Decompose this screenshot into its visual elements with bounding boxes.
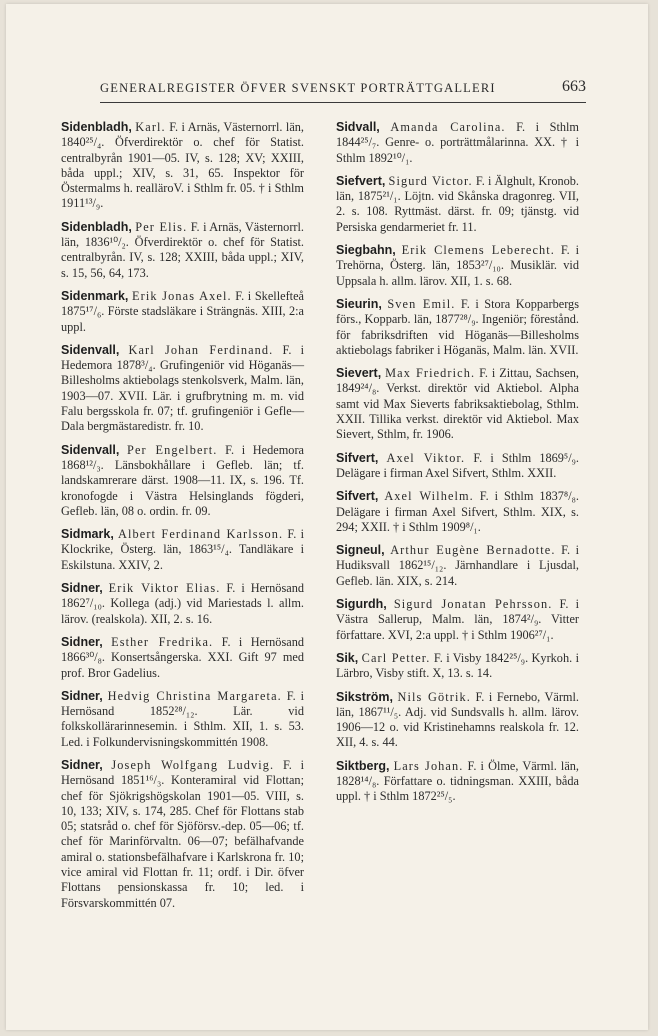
entry-surname: Sidvall, bbox=[336, 120, 380, 134]
entry-given-names: Karl Johan Ferdinand. bbox=[128, 342, 274, 357]
register-entry bbox=[61, 758, 304, 911]
entry-text: F. i Älghult, Kronob. län, 1875²¹/₁. Löjtn. vid Skånska dragonreg. VII, 2. s. 108. Ryttmäst. därst. fr. 09; tjänstg. vid Persiska gendarmeriet fr. 11. bbox=[336, 173, 580, 234]
entry-given-names: Karl. bbox=[135, 120, 166, 134]
entry-surname: Sieurin, bbox=[336, 296, 382, 311]
entry-given-names: Axel Wilhelm. bbox=[384, 489, 474, 504]
entry-surname: Siktberg, bbox=[336, 758, 390, 773]
register-entry bbox=[336, 543, 579, 589]
entry-surname: Sifvert, bbox=[336, 450, 379, 465]
entry-given-names: Joseph Wolfgang Ludvig. bbox=[111, 757, 275, 772]
register-entry bbox=[61, 443, 304, 519]
register-entry bbox=[61, 343, 304, 435]
entry-text: F. i Sthlm 1869⁵/₉. Delägare i firman Axel Sifvert, Sthlm. XXII. bbox=[336, 450, 579, 480]
entry-text: F. i Klockrike, Österg. län, 1863¹⁵/₄. Tandläkare i Eskilstuna. XXIV, 2. bbox=[61, 527, 304, 572]
running-title: GENERALREGISTER ÖFVER SVENSKT PORTRÄTTGALLERI bbox=[100, 81, 496, 95]
entry-text: F. i Stora Kopparbergs förs., Kopparb. län, 1877²⁸/₉. Ingeniör; förestånd. för fabriksdriften vid Höganäs—Billesholms aktiebolags fabriker i Höganäs, Malm. län. XVII. bbox=[336, 296, 579, 357]
entry-surname: Sidner, bbox=[61, 688, 103, 703]
entry-surname: Sik, bbox=[336, 650, 359, 665]
entry-given-names: Sven Emil. bbox=[387, 296, 456, 311]
entry-given-names: Hedvig Christina Margareta. bbox=[107, 688, 282, 703]
register-entry bbox=[61, 581, 304, 627]
entry-text: F. i Zittau, Sachsen, 1849²⁴/₈. Verkst. direktör vid Aktiebol. Alpha samt vid Max Sieverts fabriksaktiebolag, Sthlm. XXII. Tillika verkst. direktör vid Aktiebol. Max Sievert, Sthlm, fr. 1906. bbox=[336, 366, 579, 442]
running-header bbox=[100, 78, 586, 103]
entry-given-names: Esther Fredrika. bbox=[111, 634, 214, 649]
entry-given-names: Amanda Carolina. bbox=[390, 120, 506, 134]
entry-surname: Sidenvall, bbox=[61, 342, 120, 357]
register-entry bbox=[61, 120, 304, 212]
entry-given-names: Albert Ferdinand Karlsson. bbox=[118, 527, 284, 542]
entry-text: F. i Sthlm 1844²⁵/₇. Genre- o. porträttmålarinna. XX. † i Sthlm 1892¹⁰/₁. bbox=[336, 120, 579, 165]
register-entry bbox=[336, 489, 579, 535]
entry-surname: Sidner, bbox=[61, 581, 103, 596]
entry-given-names: Arthur Eugène Bernadotte. bbox=[390, 543, 556, 558]
entry-given-names: Erik Jonas Axel. bbox=[132, 288, 232, 303]
entry-given-names: Lars Johan. bbox=[393, 758, 464, 773]
entry-text: F. i Hudiksvall 1862¹⁵/₁₂. Järnhandlare i Ljusdal, Gefleb. län. XIX, s. 214. bbox=[336, 543, 580, 588]
entry-surname: Signeul, bbox=[336, 543, 385, 558]
entry-given-names: Per Engelbert. bbox=[127, 442, 218, 457]
entry-given-names: Sigurd Victor. bbox=[388, 173, 473, 188]
entry-surname: Sidner, bbox=[61, 634, 103, 649]
register-entry bbox=[336, 759, 579, 805]
register-entry bbox=[336, 120, 579, 166]
entry-text: F. i Hernösand 1852²⁸/₁₂. Lär. vid folkskollärarinnesemin. i Sthlm. XII, 1. s. 53. Led. i Folkundervisningskommittén 1908. bbox=[61, 688, 304, 749]
entry-given-names: Per Elis. bbox=[135, 219, 188, 234]
entry-given-names: Max Friedrich. bbox=[385, 366, 476, 381]
entry-text: F. i Arnäs, Västernorrl. län, 1836¹⁰/₂. Öfverdirektör o. chef för Statist. centralbyrån. IV, s. 128; XXIII, båda uppl.; XIV, s. 15, 56, 64, 173. bbox=[61, 219, 304, 280]
entry-surname: Sidenbladh, bbox=[61, 219, 132, 234]
entry-surname: Siefvert, bbox=[336, 173, 386, 188]
entry-text: F. i Hedemora 1868¹²/₃. Länsbokhållare i Gefleb. län; tf. landskamrerare därst. 1908—11. IX, s. 196. Tf. kronofogde i Västra Helsinglands fögderi, Gefleb. län, 08 o. ordin. fr. 09. bbox=[61, 442, 305, 518]
entry-surname: Sifvert, bbox=[336, 489, 379, 504]
entry-surname: Siegbahn, bbox=[336, 243, 396, 258]
register-entry bbox=[61, 220, 304, 281]
entry-text: F. i Hernösand 1851¹⁶/₃. Konteramiral vid Flottan; chef för Sjökrigshögskolan 1901—05. VIII, s. 10, 133; XIV, s. 174, 285. Chef för Flottans stab 05; statsråd o. chef för Sjöförsv.-dep. 05—06; tf. chef för Marinförvaltn. 06—07; befälhafvande amiral o. stationsbefälhafvare i Karlskrona fr. 10; vice amiral vid Flottan fr. 11; ordf. i Dir. öfver Flottans pensionskassa fr. 10; led. i Försvarskommittén 07. bbox=[61, 757, 305, 910]
register-entry bbox=[61, 635, 304, 681]
right-column bbox=[336, 120, 579, 813]
entry-surname: Sidner, bbox=[61, 757, 103, 772]
entry-surname: Sidenmark, bbox=[61, 288, 129, 303]
entry-given-names: Carl Petter. bbox=[361, 650, 431, 665]
left-column bbox=[61, 120, 304, 919]
entry-surname: Sidenbladh, bbox=[61, 120, 132, 134]
register-entry bbox=[336, 597, 579, 643]
page-number: 663 bbox=[562, 78, 586, 95]
entry-surname: Sigurdh, bbox=[336, 597, 387, 612]
entry-surname: Sikström, bbox=[336, 689, 393, 704]
entry-text: F. i Hernösand 1862⁷/₁₀. Kollega (adj.) vid Mariestads l. allm. lärov. (realskola). XII, 2. s. 16. bbox=[61, 581, 304, 626]
entry-given-names: Sigurd Jonatan Pehrsson. bbox=[393, 597, 553, 612]
entry-text: F. i Visby 1842²⁵/₉. Kyrkoh. i Lärbro, Visby stift. X, 13. s. 14. bbox=[336, 650, 579, 681]
entry-text: F. i Sthlm 1837⁸/₈. Delägare i firman Axel Sifvert, Sthlm. XIX, s. 294; XXII. † i Sthlm 1909⁸/₁. bbox=[336, 489, 579, 534]
entry-given-names: Erik Viktor Elias. bbox=[108, 581, 221, 596]
entry-text: F. i Trehörna, Österg. län, 1853²⁷/₁₀. Musiklär. vid Uppsala h. allm. lärov. XII, 1. s. 68. bbox=[336, 243, 580, 288]
register-entry bbox=[61, 689, 304, 750]
entry-text: F. i Fernebo, Värml. län, 1867¹¹/₅. Adj. vid Sundsvalls h. allm. lärov. 1906—12 o. vid Kristinehamns realskola fr. 12. XII, 4. s. 44. bbox=[336, 689, 579, 750]
register-entry bbox=[336, 243, 579, 289]
register-entry bbox=[61, 527, 304, 573]
entry-surname: Sievert, bbox=[336, 366, 382, 381]
entry-given-names: Nils Götrik. bbox=[397, 689, 471, 704]
entry-text: F. i Västra Sallerup, Malm. län, 1874²/₉. Vitter författare. XVI, 2:a uppl. † i Sthlm 1906²⁷/₁. bbox=[336, 597, 580, 642]
register-entry bbox=[336, 651, 579, 682]
entry-surname: Sidenvall, bbox=[61, 442, 120, 457]
entry-text: F. i Ölme, Värml. län, 1828¹⁴/₈. Författare o. tidningsman. XXIII, båda uppl. † i Sthlm 1872²⁵/₅. bbox=[336, 758, 580, 804]
register-entry bbox=[336, 297, 579, 358]
entry-text: F. i Skellefteå 1875¹⁷/₆. Förste stadsläkare i Strängnäs. XIII, 2:a uppl. bbox=[61, 288, 305, 334]
register-entry bbox=[336, 366, 579, 442]
register-entry bbox=[336, 690, 579, 751]
entry-given-names: Axel Viktor. bbox=[386, 450, 466, 465]
entry-text: F. i Hernösand 1866³⁰/₈. Konsertsångerska. XXI. Gift 97 med prof. Bror Gadelius. bbox=[61, 634, 304, 680]
entry-given-names: Erik Clemens Leberecht. bbox=[401, 243, 555, 258]
register-entry bbox=[336, 174, 579, 235]
entry-text: F. i Hedemora 1878³/₄. Grufingeniör vid Höganäs—Billesholms aktiebolags stenkolsverk, Malm. län, 1903—07. XVII. Lär. i grufbrytning m. m. vid Falu bergsskola fr. 07; tf. grufingeniör i Gefle—Dala bergmästaredistr. fr. 10. bbox=[61, 342, 304, 434]
entry-text: F. i Arnäs, Västernorrl. län, 1840²⁵/₄. Öfverdirektör o. chef för Statist. centralbyrån 1901—05. IV, s. 128; XV; XXIII, båda uppl.; XIV, s. 31, 65. Inspektor för Östermalms h. realläroV. i Sthlm fr. 05. † i Sthlm 1911¹³/₉. bbox=[61, 120, 305, 211]
entry-surname: Sidmark, bbox=[61, 527, 114, 542]
register-entry bbox=[61, 289, 304, 335]
register-entry bbox=[336, 451, 579, 482]
